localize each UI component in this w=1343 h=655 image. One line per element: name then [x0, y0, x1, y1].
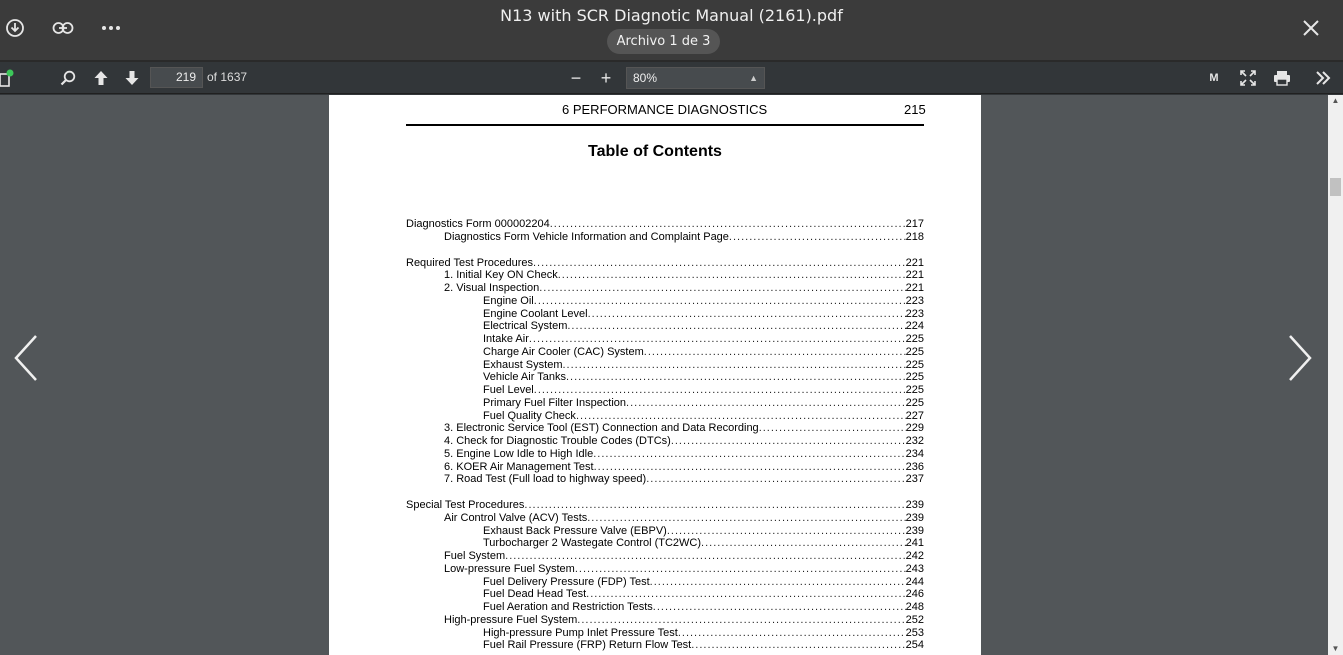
- toc-entry-page: 239: [905, 511, 924, 524]
- toc-entry[interactable]: [483, 638, 924, 651]
- toc-leader-dots: [653, 601, 906, 613]
- toc-entry[interactable]: [483, 345, 924, 358]
- toc-leader-dots: [534, 384, 906, 396]
- zoom-out-button[interactable]: −: [570, 67, 582, 88]
- toc-entry[interactable]: [483, 575, 924, 588]
- toc-leader-dots: [577, 614, 905, 626]
- toc-entry[interactable]: [483, 626, 924, 639]
- presentation-mode-button[interactable]: M: [1209, 72, 1219, 84]
- toc-entry-title: 7. Road Test (Full load to highway speed): [444, 473, 647, 486]
- toc-leader-dots: [505, 550, 906, 562]
- toc-entry-page: 223: [905, 294, 924, 307]
- toc-entry[interactable]: [444, 460, 924, 473]
- scrollbar[interactable]: [1328, 95, 1343, 655]
- header-page-number: 215: [904, 102, 926, 117]
- toc-leader-dots: [586, 588, 906, 600]
- toc-entry-title: Special Test Procedures: [406, 499, 525, 511]
- toc-entry-title: Engine Oil: [483, 294, 534, 307]
- toc-leader-dots: [566, 371, 906, 383]
- toc-entry[interactable]: [444, 230, 924, 243]
- toc-entry[interactable]: [483, 370, 924, 383]
- toc-entry-title: Fuel System: [444, 550, 506, 562]
- toc-entry-title: Fuel Delivery Pressure (FDP) Test: [483, 575, 650, 588]
- toc-leader-dots: [626, 397, 906, 409]
- document-title: N13 with SCR Diagnotic Manual (2161).pdf: [500, 6, 843, 25]
- toc-entry-title: Fuel Rail Pressure (FRP) Return Flow Test: [483, 639, 692, 652]
- toc-entry[interactable]: [406, 217, 924, 230]
- toc-entry[interactable]: [444, 613, 924, 626]
- toc-entry[interactable]: [483, 524, 924, 537]
- toc-entry[interactable]: [444, 447, 924, 460]
- toc-entry-title: 2. Visual Inspection: [444, 282, 540, 294]
- toc-entry-title: Diagnostics Form Vehicle Information and Complaint Page: [444, 230, 729, 243]
- toc-leader-dots: [529, 333, 906, 345]
- toc-entry-page: 221: [905, 269, 924, 282]
- section-header: 6 PERFORMANCE DIAGNOSTICS: [562, 102, 768, 117]
- toc-leader-dots: [588, 308, 906, 320]
- toc-entry-title: 5. Engine Low Idle to High Idle: [444, 447, 594, 460]
- toc-entry-page: 225: [905, 345, 924, 358]
- toc-leader-dots: [593, 448, 905, 460]
- toc-leader-dots: [671, 435, 906, 447]
- file-counter-badge: Archivo 1 de 3: [607, 29, 720, 54]
- toc-leader-dots: [646, 473, 905, 485]
- toc-entry-page: 237: [905, 473, 924, 486]
- toc-entry-page: 236: [905, 460, 924, 473]
- toc-entry-page: 225: [905, 358, 924, 371]
- toc-entry-title: 3. Electronic Service Tool (EST) Connection and Data Recording: [444, 422, 759, 435]
- toc-entry[interactable]: [444, 434, 924, 447]
- toc-entry-title: 1. Initial Key ON Check: [444, 269, 558, 282]
- previous-page-icon[interactable]: [91, 68, 111, 88]
- toc-entry-title: Exhaust Back Pressure Valve (EBPV): [483, 524, 667, 537]
- toc-entry-title: Fuel Dead Head Test: [483, 588, 587, 601]
- toc-entry-page: 225: [905, 371, 924, 384]
- close-icon[interactable]: [1300, 17, 1322, 39]
- sidebar-toggle-icon[interactable]: [0, 68, 14, 88]
- page-number-input[interactable]: 219: [150, 67, 203, 88]
- toc-entry[interactable]: [483, 587, 924, 600]
- toc-entry-title: Low-pressure Fuel System: [444, 562, 575, 575]
- toc-entry-title: Turbocharger 2 Wastegate Control (TC2WC): [483, 537, 702, 550]
- zoom-select[interactable]: [626, 67, 765, 89]
- toc-entry-page: 239: [905, 524, 924, 537]
- toc-entry-page: 248: [905, 601, 924, 613]
- scroll-down-icon[interactable]: ▼: [1331, 644, 1340, 653]
- toc-leader-dots: [701, 537, 906, 549]
- toc-entry[interactable]: [406, 256, 924, 269]
- zoom-level: 80%: [633, 71, 658, 85]
- toc-entry-title: Intake Air: [483, 333, 529, 345]
- toc-entry-title: Charge Air Cooler (CAC) System: [483, 345, 644, 358]
- toc-entry-page: 244: [905, 575, 924, 588]
- zoom-in-button[interactable]: +: [600, 67, 612, 88]
- toc-entry-page: 225: [905, 333, 924, 345]
- next-file-arrow-icon[interactable]: [1282, 333, 1322, 383]
- toc-leader-dots: [678, 627, 906, 639]
- toc-entry[interactable]: [406, 498, 924, 511]
- toc-entry[interactable]: [444, 281, 924, 294]
- toc-entry-page: 246: [905, 588, 924, 601]
- toc-leader-dots: [587, 512, 905, 524]
- toc-entry[interactable]: [483, 396, 924, 409]
- toc-leader-dots: [550, 218, 906, 230]
- toc-leader-dots: [575, 563, 906, 575]
- toc-entry[interactable]: [483, 600, 924, 613]
- toc-entry-title: Air Control Valve (ACV) Tests: [444, 511, 588, 524]
- toc-entry-title: Engine Coolant Level: [483, 307, 588, 320]
- toc-leader-dots: [729, 231, 906, 243]
- toc-leader-dots: [691, 639, 905, 651]
- toc-entry-page: 225: [905, 396, 924, 409]
- toc-leader-dots: [539, 282, 905, 294]
- toc-entry-page: 217: [905, 218, 924, 230]
- pdf-toolbar: [0, 62, 1343, 94]
- toc-entry[interactable]: [483, 294, 924, 307]
- toc-entry[interactable]: [444, 268, 924, 281]
- toc-entry[interactable]: [483, 409, 924, 422]
- next-page-icon[interactable]: [122, 68, 142, 88]
- toc-entry-page: 234: [905, 447, 924, 460]
- toc-leader-dots: [533, 257, 906, 269]
- toc-leader-dots: [567, 320, 905, 332]
- toc-entry-title: Exhaust System: [483, 358, 563, 371]
- toc-entry-title: Required Test Procedures: [406, 256, 533, 269]
- toc-leader-dots: [576, 410, 906, 422]
- toc-entry-title: Electrical System: [483, 320, 568, 333]
- toc-entry-page: 221: [905, 282, 924, 294]
- toc-entry[interactable]: [444, 421, 924, 434]
- toc-entry-title: Vehicle Air Tanks: [483, 371, 566, 384]
- previous-file-arrow-icon[interactable]: [8, 333, 48, 383]
- page-count: of 1637: [207, 70, 248, 84]
- search-icon[interactable]: [58, 68, 78, 88]
- toc-entry[interactable]: [483, 383, 924, 396]
- toc-entry-title: Fuel Aeration and Restriction Tests: [483, 601, 653, 613]
- toc-entry-title: 4. Check for Diagnostic Trouble Codes (DTCs): [444, 435, 671, 447]
- fullscreen-icon[interactable]: [1238, 68, 1258, 88]
- toc-entry[interactable]: [483, 307, 924, 320]
- toc-leader-dots: [524, 499, 905, 511]
- toc-entry-page: 252: [905, 613, 924, 626]
- toc-entry-title: Fuel Level: [483, 384, 534, 396]
- toc-entry-page: 229: [905, 422, 924, 435]
- pdf-page: [329, 95, 981, 655]
- toc-entry-page: 253: [905, 626, 924, 639]
- toc-entry[interactable]: [483, 319, 924, 332]
- toc-entry-page: 227: [905, 409, 924, 422]
- toc-entry-page: 224: [905, 320, 924, 333]
- toc-entry[interactable]: [483, 536, 924, 549]
- double-chevron-right-icon[interactable]: [1313, 68, 1333, 88]
- toc-entry-page: 232: [905, 435, 924, 447]
- toc-entry-page: 243: [905, 562, 924, 575]
- toc-leader-dots: [534, 295, 906, 307]
- toc-leader-dots: [644, 346, 906, 358]
- page-header: [329, 102, 981, 116]
- toc-leader-dots: [650, 576, 906, 588]
- toc-entry[interactable]: [444, 472, 924, 485]
- toc-entry[interactable]: [444, 511, 924, 524]
- toc-entry[interactable]: [483, 332, 924, 345]
- toc-entry-page: 254: [905, 639, 924, 652]
- toc-leader-dots: [594, 461, 906, 473]
- chevron-updown-icon: ▲: [749, 73, 758, 83]
- title-bar: [0, 0, 1343, 60]
- document-viewer[interactable]: [0, 95, 1343, 655]
- toc-entry[interactable]: [444, 562, 924, 575]
- toc-entry-page: 239: [905, 499, 924, 511]
- toc-leader-dots: [759, 422, 906, 434]
- toc-entry[interactable]: [444, 549, 924, 562]
- toc-entry-title: High-pressure Pump Inlet Pressure Test: [483, 626, 678, 639]
- toc-entry-title: Fuel Quality Check: [483, 409, 576, 422]
- toc-entry-title: Primary Fuel Filter Inspection: [483, 396, 627, 409]
- toc-entry-page: 218: [905, 230, 924, 243]
- print-icon[interactable]: [1272, 68, 1292, 88]
- toc-entry-title: 6. KOER Air Management Test: [444, 460, 594, 473]
- toc-leader-dots: [562, 359, 905, 371]
- toc-entry-page: 241: [905, 537, 924, 550]
- scrollbar-thumb[interactable]: [1330, 178, 1341, 196]
- toc-leader-dots: [667, 525, 906, 537]
- toc-entry[interactable]: [483, 358, 924, 371]
- toc-entry-page: 225: [905, 384, 924, 396]
- scroll-up-icon[interactable]: ▲: [1331, 96, 1340, 105]
- toc-title: Table of Contents: [588, 143, 722, 160]
- toc-entry-page: 221: [905, 256, 924, 269]
- toc-leader-dots: [558, 269, 906, 281]
- header-rule: [406, 124, 924, 126]
- toc-entry-page: 223: [905, 307, 924, 320]
- toc-entry-title: High-pressure Fuel System: [444, 613, 578, 626]
- toc-entry-page: 242: [905, 550, 924, 562]
- toc-entry-title: Diagnostics Form 000002204: [406, 218, 550, 230]
